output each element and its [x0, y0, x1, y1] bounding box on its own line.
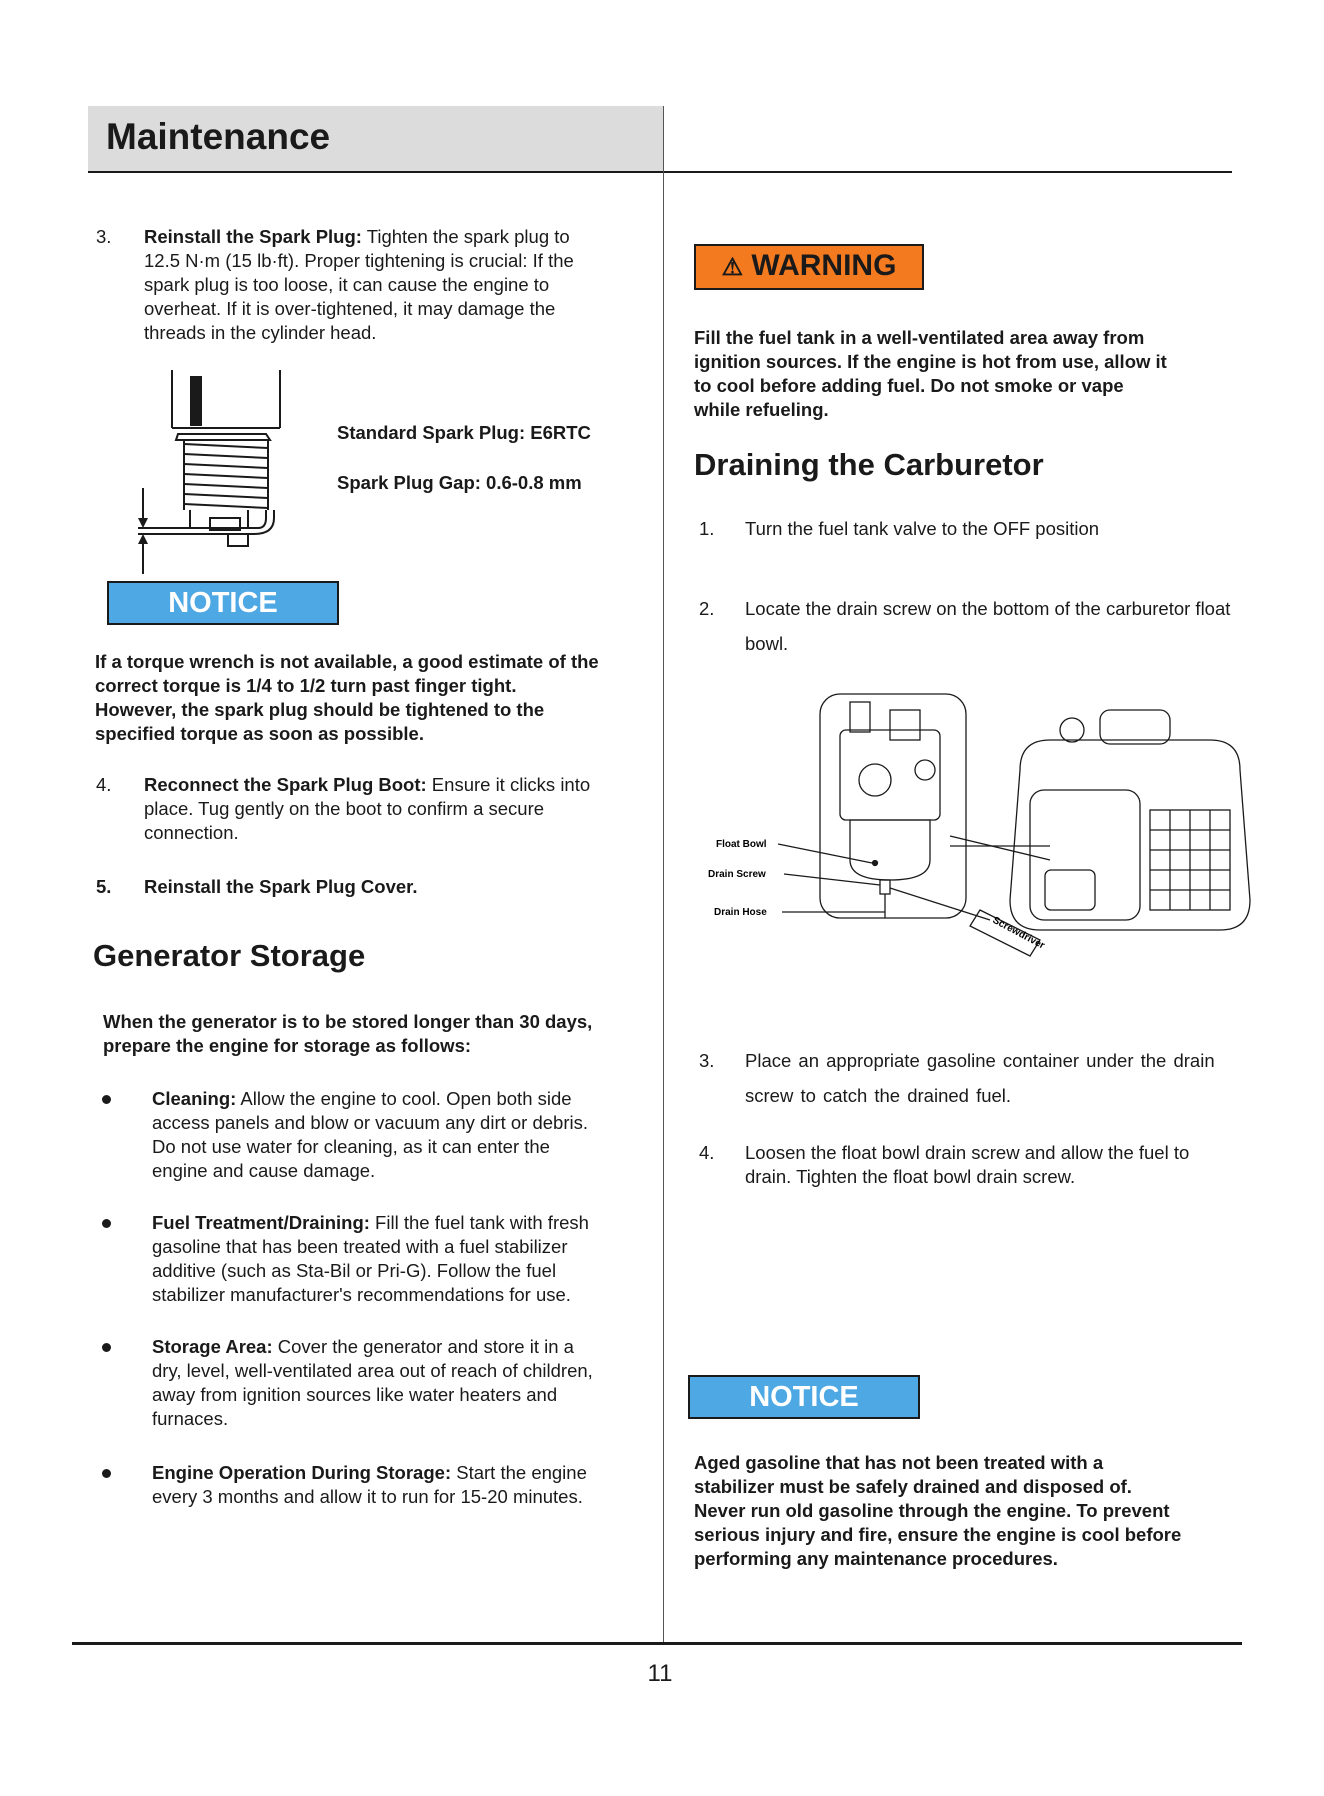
callout-drain-screw: Drain Screw — [708, 869, 766, 880]
notice-line: Aged gasoline that has not been treated with a — [694, 1452, 1104, 1473]
carb-step-1-text: Turn the fuel tank valve to the OFF position — [745, 518, 1100, 539]
step-5-title: Reinstall the Spark Plug Cover. — [144, 876, 418, 897]
carb-step-3-line: screw to catch the drained fuel. — [745, 1085, 1012, 1106]
spark-plug-diagram — [128, 368, 288, 574]
notice-line: Never run old gasoline through the engine. To prevent — [694, 1500, 1170, 1521]
callout-float-bowl: Float Bowl — [716, 839, 767, 850]
step-3-number: 3. — [96, 226, 112, 247]
notice-line: stabilizer must be safely drained and disposed of. — [694, 1476, 1132, 1497]
spark-plug-standard: Standard Spark Plug: E6RTC — [337, 422, 591, 443]
notice-line: correct torque is 1/4 to 1/2 turn past finger tight. — [95, 675, 517, 696]
storage-item-title: Engine Operation During Storage: — [152, 1462, 452, 1483]
bullet-icon — [102, 1219, 111, 1228]
notice-line: performing any maintenance procedures. — [694, 1548, 1058, 1569]
storage-item-cleaning — [152, 1087, 662, 1183]
carb-step-4-number: 4. — [699, 1142, 715, 1163]
carb-step-4-line: Loosen the float bowl drain screw and allow the fuel to — [745, 1142, 1190, 1163]
step-4-line: Ensure it clicks into — [426, 774, 591, 795]
storage-item-line: stabilizer manufacturer's recommendations for use. — [152, 1284, 571, 1305]
warning-triangle-icon: ⚠ — [721, 254, 744, 281]
step-4-number: 4. — [96, 774, 112, 795]
step-5-number: 5. — [96, 876, 112, 897]
warning-line: Fill the fuel tank in a well-ventilated area away from — [694, 327, 1145, 348]
callout-drain-hose: Drain Hose — [714, 907, 767, 918]
step-3-line: spark plug is too loose, it can cause the engine to — [144, 274, 550, 295]
page-number: 11 — [647, 1660, 673, 1687]
storage-item-line: gasoline that has been treated with a fuel stabilizer — [152, 1236, 568, 1257]
carburetor-diagram — [700, 690, 1260, 980]
bullet-icon — [102, 1343, 111, 1352]
carb-step-3-line: Place an appropriate gasoline container under the drain — [745, 1050, 1215, 1071]
step-3-title: Reinstall the Spark Plug: — [144, 226, 362, 247]
storage-heading: Generator Storage — [93, 938, 366, 973]
storage-item-operation — [152, 1461, 662, 1509]
carb-step-2-line: bowl. — [745, 633, 789, 654]
storage-item-line: furnaces. — [152, 1408, 229, 1429]
column-divider — [663, 106, 664, 1644]
carb-step-3-text — [745, 1043, 1275, 1113]
warning-line: to cool before adding fuel. Do not smoke or vape — [694, 375, 1124, 396]
notice-line: If a torque wrench is not available, a good estimate of the — [95, 651, 599, 672]
storage-item-line: additive (such as Sta-Bil or Pri-G). Follow the fuel — [152, 1260, 557, 1281]
storage-intro — [103, 1010, 663, 1058]
storage-item-line: Start the engine — [451, 1462, 587, 1483]
storage-item-line: away from ignition sources like water heaters and — [152, 1384, 558, 1405]
storage-item-line: dry, level, well-ventilated area out of reach of children, — [152, 1360, 593, 1381]
callout-screwdriver: Screwdriver — [990, 914, 1047, 952]
warning-label: WARNING — [751, 249, 897, 282]
carb-step-3-number: 3. — [699, 1050, 715, 1071]
storage-item-fuel — [152, 1211, 662, 1307]
carb-step-1-number: 1. — [699, 518, 715, 539]
storage-intro-line: prepare the engine for storage as follows: — [103, 1035, 472, 1056]
carb-step-2-text — [745, 591, 1275, 661]
step-4-title: Reconnect the Spark Plug Boot: — [144, 774, 427, 795]
step-3-line: 12.5 N·m (15 lb·ft). Proper tightening is crucial: If the — [144, 250, 574, 271]
warning-badge — [694, 244, 924, 290]
header-rule — [88, 171, 1232, 173]
bullet-icon — [102, 1095, 111, 1104]
notice-badge-right: NOTICE — [688, 1375, 920, 1419]
storage-item-title: Cleaning: — [152, 1088, 237, 1109]
carb-step-4-line: drain. Tighten the float bowl drain screw. — [745, 1166, 1076, 1187]
notice-badge-left: NOTICE — [107, 581, 339, 625]
storage-item-line: Cover the generator and store it in a — [272, 1336, 574, 1357]
step-4-text — [144, 773, 654, 845]
carb-step-2-number: 2. — [699, 598, 715, 619]
notice-text-left — [95, 650, 655, 746]
storage-item-line: every 3 months and allow it to run for 15-20 minutes. — [152, 1486, 583, 1507]
carb-step-2-line: Locate the drain screw on the bottom of the carburetor float — [745, 598, 1231, 619]
warning-line: ignition sources. If the engine is hot from use, allow it — [694, 351, 1167, 372]
step-3-line: threads in the cylinder head. — [144, 322, 377, 343]
carb-step-4-text — [745, 1141, 1265, 1189]
storage-item-line: Allow the engine to cool. Open both side — [236, 1088, 572, 1109]
storage-item-title: Fuel Treatment/Draining: — [152, 1212, 370, 1233]
storage-item-line: engine and cause damage. — [152, 1160, 376, 1181]
step-3-text — [144, 225, 644, 345]
storage-item-line: Do not use water for cleaning, as it can enter the — [152, 1136, 550, 1157]
carb-heading: Draining the Carburetor — [694, 447, 1044, 482]
storage-item-line: Fill the fuel tank with fresh — [369, 1212, 589, 1233]
storage-item-area — [152, 1335, 662, 1431]
warning-line: while refueling. — [694, 399, 829, 420]
notice-line: serious injury and fire, ensure the engine is cool before — [694, 1524, 1182, 1545]
storage-intro-line: When the generator is to be stored longer than 30 days, — [103, 1011, 593, 1032]
step-3-line: overheat. If it is over-tightened, it may damage the — [144, 298, 556, 319]
footer-rule — [72, 1642, 1242, 1645]
step-3-line: Tighten the spark plug to — [361, 226, 570, 247]
notice-line: specified torque as soon as possible. — [95, 723, 424, 744]
page-title: Maintenance — [106, 116, 331, 157]
step-4-line: place. Tug gently on the boot to confirm a secure — [144, 798, 545, 819]
spark-plug-gap: Spark Plug Gap: 0.6-0.8 mm — [337, 472, 582, 493]
bullet-icon — [102, 1469, 111, 1478]
storage-item-title: Storage Area: — [152, 1336, 273, 1357]
warning-text — [694, 326, 1234, 422]
notice-line: However, the spark plug should be tightened to the — [95, 699, 545, 720]
storage-item-line: access panels and blow or vacuum any dirt or debris. — [152, 1112, 588, 1133]
notice-text-right — [694, 1451, 1254, 1571]
step-4-line: connection. — [144, 822, 239, 843]
